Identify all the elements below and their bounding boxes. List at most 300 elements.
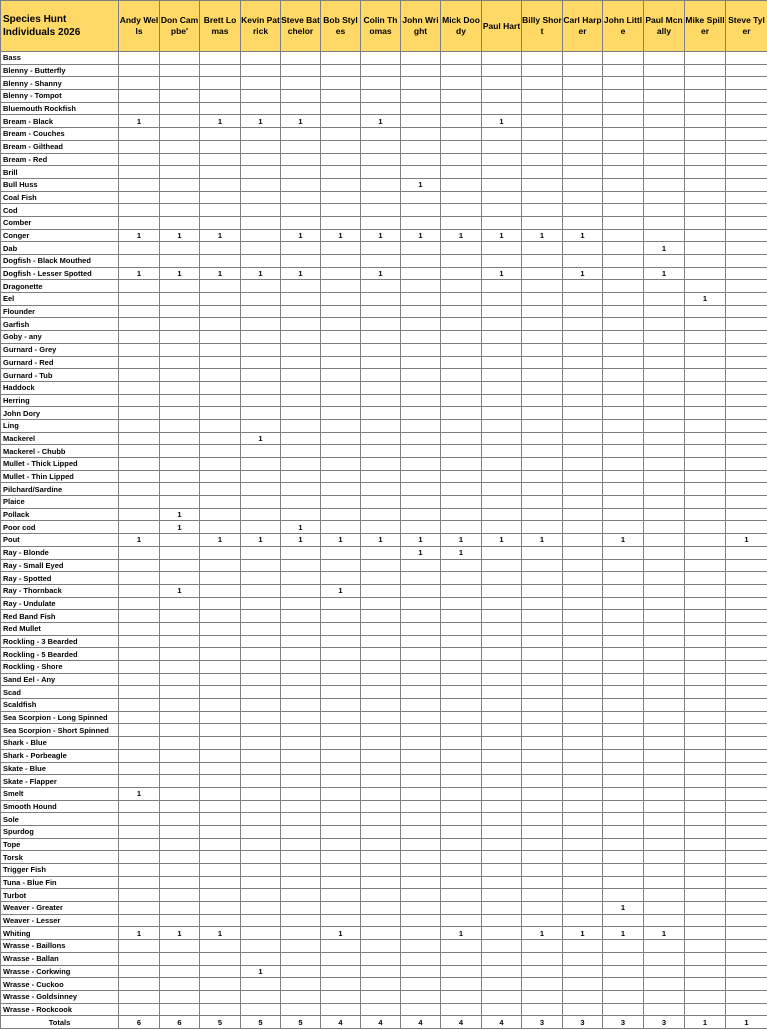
catch-cell — [726, 521, 767, 534]
table-row — [1, 153, 767, 166]
catch-cell — [281, 889, 321, 902]
catch-cell — [441, 635, 482, 648]
catch-cell — [200, 496, 241, 509]
catch-cell — [361, 343, 401, 356]
catch-cell — [119, 280, 160, 293]
catch-cell — [726, 800, 767, 813]
catch-cell — [321, 153, 361, 166]
catch-cell — [522, 838, 563, 851]
table-row — [1, 255, 767, 268]
catch-cell — [200, 318, 241, 331]
catch-cell — [482, 597, 522, 610]
catch-cell — [241, 166, 281, 179]
catch-cell — [401, 965, 441, 978]
table-row — [1, 813, 767, 826]
catch-cell — [361, 876, 401, 889]
catch-cell — [401, 496, 441, 509]
catch-cell — [119, 305, 160, 318]
catch-cell — [726, 940, 767, 953]
catch-cell — [563, 90, 603, 103]
table-row — [1, 749, 767, 762]
catch-cell — [685, 851, 726, 864]
catch-cell — [482, 622, 522, 635]
catch-cell — [321, 369, 361, 382]
catch-cell — [321, 419, 361, 432]
catch-cell — [160, 838, 200, 851]
catch-cell: 1 — [200, 115, 241, 128]
catch-cell — [281, 140, 321, 153]
catch-cell — [200, 432, 241, 445]
catch-cell: 1 — [119, 927, 160, 940]
species-name: Shark - Porbeagle — [1, 749, 119, 762]
catch-cell — [160, 813, 200, 826]
catch-cell — [321, 559, 361, 572]
catch-cell — [563, 178, 603, 191]
catch-cell — [522, 902, 563, 915]
catch-cell — [603, 191, 644, 204]
catch-cell — [200, 331, 241, 344]
catch-cell — [522, 407, 563, 420]
catch-cell — [200, 661, 241, 674]
catch-cell — [685, 940, 726, 953]
catch-cell — [522, 305, 563, 318]
catch-cell — [522, 255, 563, 268]
catch-cell — [482, 318, 522, 331]
table-row — [1, 889, 767, 902]
catch-cell — [160, 635, 200, 648]
catch-cell — [281, 978, 321, 991]
catch-cell — [603, 153, 644, 166]
catch-cell — [361, 546, 401, 559]
catch-cell — [200, 483, 241, 496]
catch-cell — [522, 432, 563, 445]
table-row — [1, 470, 767, 483]
angler-header: Steve Batchelor — [281, 1, 321, 52]
catch-cell — [241, 927, 281, 940]
catch-cell — [200, 394, 241, 407]
catch-cell — [522, 508, 563, 521]
catch-cell — [281, 787, 321, 800]
catch-cell — [563, 800, 603, 813]
catch-cell — [200, 470, 241, 483]
table-row — [1, 825, 767, 838]
catch-cell — [119, 64, 160, 77]
catch-cell — [441, 293, 482, 306]
species-name: Rockling - 3 Bearded — [1, 635, 119, 648]
catch-cell — [281, 52, 321, 65]
catch-cell: 1 — [482, 534, 522, 547]
species-name: Skate - Flapper — [1, 775, 119, 788]
catch-cell — [644, 356, 685, 369]
catch-cell — [160, 952, 200, 965]
catch-cell — [401, 216, 441, 229]
catch-cell — [281, 775, 321, 788]
catch-cell — [119, 724, 160, 737]
catch-cell — [160, 965, 200, 978]
table-row — [1, 597, 767, 610]
catch-cell: 1 — [563, 267, 603, 280]
catch-cell — [200, 407, 241, 420]
catch-cell — [200, 787, 241, 800]
catch-cell — [726, 737, 767, 750]
catch-cell — [441, 965, 482, 978]
catch-cell — [321, 749, 361, 762]
catch-cell — [522, 800, 563, 813]
catch-cell: 1 — [160, 927, 200, 940]
table-row — [1, 52, 767, 65]
catch-cell — [200, 876, 241, 889]
catch-cell — [563, 686, 603, 699]
catch-cell — [441, 483, 482, 496]
table-row — [1, 419, 767, 432]
angler-header: Paul Mcnally — [644, 1, 685, 52]
catch-cell — [119, 648, 160, 661]
catch-cell — [644, 914, 685, 927]
catch-cell — [241, 940, 281, 953]
catch-cell — [603, 305, 644, 318]
catch-cell — [160, 115, 200, 128]
catch-cell — [522, 622, 563, 635]
catch-cell — [361, 432, 401, 445]
table-row — [1, 914, 767, 927]
catch-cell — [644, 737, 685, 750]
catch-cell — [281, 584, 321, 597]
catch-cell — [482, 470, 522, 483]
catch-cell — [603, 648, 644, 661]
catch-cell — [441, 648, 482, 661]
catch-cell — [241, 381, 281, 394]
table-row — [1, 140, 767, 153]
catch-cell — [321, 876, 361, 889]
catch-cell — [482, 77, 522, 90]
catch-cell — [644, 102, 685, 115]
catch-cell — [281, 876, 321, 889]
catch-cell — [119, 978, 160, 991]
catch-cell — [321, 394, 361, 407]
catch-cell — [522, 394, 563, 407]
catch-cell — [281, 952, 321, 965]
catch-cell — [726, 394, 767, 407]
catch-cell — [160, 775, 200, 788]
catch-cell — [241, 737, 281, 750]
angler-header: Billy Short — [522, 1, 563, 52]
catch-cell — [200, 369, 241, 382]
catch-cell — [241, 64, 281, 77]
catch-cell — [482, 978, 522, 991]
table-row — [1, 572, 767, 585]
catch-cell — [241, 914, 281, 927]
catch-cell — [603, 178, 644, 191]
species-name: Shark - Blue — [1, 737, 119, 750]
catch-cell — [160, 546, 200, 559]
catch-cell — [119, 673, 160, 686]
catch-cell — [241, 686, 281, 699]
catch-cell — [321, 978, 361, 991]
species-name: Dragonette — [1, 280, 119, 293]
catch-cell — [200, 990, 241, 1003]
catch-cell — [441, 216, 482, 229]
catch-cell — [563, 978, 603, 991]
catch-cell: 1 — [441, 546, 482, 559]
catch-cell — [563, 787, 603, 800]
species-name: Goby - any — [1, 331, 119, 344]
catch-cell — [644, 902, 685, 915]
catch-cell — [522, 318, 563, 331]
catch-cell — [241, 775, 281, 788]
catch-cell — [241, 445, 281, 458]
catch-cell — [441, 572, 482, 585]
catch-cell — [603, 622, 644, 635]
catch-cell — [603, 673, 644, 686]
catch-cell — [563, 813, 603, 826]
catch-cell — [241, 711, 281, 724]
catch-cell — [726, 445, 767, 458]
catch-cell — [160, 369, 200, 382]
total-cell: 4 — [321, 1016, 361, 1029]
catch-cell — [685, 673, 726, 686]
catch-cell — [441, 749, 482, 762]
species-name: Dab — [1, 242, 119, 255]
catch-cell — [401, 990, 441, 1003]
catch-cell — [200, 458, 241, 471]
catch-cell — [160, 597, 200, 610]
catch-cell — [160, 394, 200, 407]
catch-cell — [441, 800, 482, 813]
catch-cell — [401, 572, 441, 585]
catch-cell — [321, 902, 361, 915]
catch-cell — [726, 825, 767, 838]
catch-cell — [160, 166, 200, 179]
catch-cell — [241, 508, 281, 521]
catch-cell — [401, 597, 441, 610]
catch-cell — [644, 369, 685, 382]
catch-cell: 1 — [563, 927, 603, 940]
catch-cell — [401, 851, 441, 864]
catch-cell — [726, 153, 767, 166]
catch-cell — [200, 622, 241, 635]
catch-cell — [241, 483, 281, 496]
catch-cell — [603, 559, 644, 572]
catch-cell — [281, 914, 321, 927]
species-name: Gurnard - Grey — [1, 343, 119, 356]
catch-cell — [401, 356, 441, 369]
catch-cell — [281, 496, 321, 509]
catch-cell — [361, 914, 401, 927]
catch-cell — [603, 166, 644, 179]
catch-cell — [482, 762, 522, 775]
catch-cell — [441, 661, 482, 674]
catch-cell — [441, 508, 482, 521]
catch-cell — [603, 369, 644, 382]
catch-cell — [321, 166, 361, 179]
catch-cell — [522, 178, 563, 191]
catch-cell — [200, 191, 241, 204]
catch-cell — [563, 952, 603, 965]
catch-cell — [685, 813, 726, 826]
catch-cell — [603, 229, 644, 242]
catch-cell — [160, 280, 200, 293]
catch-cell — [603, 64, 644, 77]
catch-cell — [522, 775, 563, 788]
catch-cell — [281, 458, 321, 471]
angler-header: Mike Spiller — [685, 1, 726, 52]
catch-cell — [281, 64, 321, 77]
table-row — [1, 115, 767, 128]
catch-cell — [441, 166, 482, 179]
catch-cell: 1 — [321, 584, 361, 597]
catch-cell — [119, 255, 160, 268]
catch-cell — [401, 242, 441, 255]
catch-cell — [441, 622, 482, 635]
catch-cell — [522, 813, 563, 826]
catch-cell — [160, 851, 200, 864]
catch-cell — [441, 521, 482, 534]
catch-cell — [119, 204, 160, 217]
catch-cell — [119, 940, 160, 953]
catch-cell — [321, 635, 361, 648]
catch-cell — [563, 496, 603, 509]
catch-cell — [603, 216, 644, 229]
catch-cell — [644, 331, 685, 344]
catch-cell — [726, 255, 767, 268]
angler-header: Don Campbe' — [160, 1, 200, 52]
catch-cell — [321, 724, 361, 737]
catch-cell — [160, 445, 200, 458]
catch-cell — [441, 914, 482, 927]
catch-cell — [726, 204, 767, 217]
catch-cell — [119, 864, 160, 877]
catch-cell — [563, 318, 603, 331]
catch-cell — [401, 445, 441, 458]
catch-cell — [241, 343, 281, 356]
catch-cell — [119, 508, 160, 521]
table-row — [1, 77, 767, 90]
catch-cell — [644, 864, 685, 877]
catch-cell — [160, 978, 200, 991]
table-title: Species Hunt Individuals 2026 — [1, 1, 119, 52]
species-name: Poor cod — [1, 521, 119, 534]
catch-cell — [321, 496, 361, 509]
catch-cell — [241, 318, 281, 331]
catch-cell — [119, 102, 160, 115]
catch-cell — [644, 572, 685, 585]
angler-header: Mick Doody — [441, 1, 482, 52]
catch-cell — [401, 432, 441, 445]
catch-cell: 1 — [160, 229, 200, 242]
catch-cell — [119, 572, 160, 585]
catch-cell — [563, 648, 603, 661]
species-name: Spurdog — [1, 825, 119, 838]
catch-cell — [361, 508, 401, 521]
catch-cell — [401, 521, 441, 534]
catch-cell — [482, 927, 522, 940]
catch-cell — [441, 280, 482, 293]
catch-cell — [644, 661, 685, 674]
table-row — [1, 369, 767, 382]
catch-cell — [603, 204, 644, 217]
species-name: Bream - Gilthead — [1, 140, 119, 153]
species-name: Skate - Blue — [1, 762, 119, 775]
species-name: Ling — [1, 419, 119, 432]
catch-cell — [241, 52, 281, 65]
catch-cell — [726, 77, 767, 90]
catch-cell — [200, 737, 241, 750]
catch-cell — [321, 965, 361, 978]
catch-cell — [119, 952, 160, 965]
catch-cell — [401, 661, 441, 674]
catch-cell — [401, 204, 441, 217]
catch-cell — [441, 787, 482, 800]
catch-cell — [685, 255, 726, 268]
catch-cell — [603, 432, 644, 445]
species-name: Wrasse - Cuckoo — [1, 978, 119, 991]
catch-cell — [160, 825, 200, 838]
catch-cell — [241, 584, 281, 597]
catch-cell — [644, 432, 685, 445]
catch-cell — [685, 699, 726, 712]
catch-cell — [441, 559, 482, 572]
catch-cell — [321, 699, 361, 712]
angler-header: Bob Styles — [321, 1, 361, 52]
catch-cell — [361, 191, 401, 204]
catch-cell — [281, 762, 321, 775]
species-name: Sole — [1, 813, 119, 826]
catch-cell: 1 — [281, 229, 321, 242]
catch-cell: 1 — [241, 534, 281, 547]
catch-cell — [644, 140, 685, 153]
catch-cell — [726, 305, 767, 318]
catch-cell — [119, 838, 160, 851]
catch-cell — [644, 77, 685, 90]
catch-cell — [482, 128, 522, 141]
catch-cell — [563, 508, 603, 521]
catch-cell — [482, 864, 522, 877]
catch-cell — [644, 559, 685, 572]
catch-cell — [441, 52, 482, 65]
catch-cell — [401, 191, 441, 204]
catch-cell — [241, 521, 281, 534]
catch-cell — [441, 128, 482, 141]
catch-cell — [119, 331, 160, 344]
catch-cell — [200, 775, 241, 788]
catch-cell — [563, 191, 603, 204]
catch-cell — [321, 432, 361, 445]
catch-cell — [200, 597, 241, 610]
catch-cell — [401, 102, 441, 115]
catch-cell — [522, 559, 563, 572]
species-name: Weaver - Greater — [1, 902, 119, 915]
catch-cell — [401, 699, 441, 712]
catch-cell — [321, 813, 361, 826]
catch-cell — [241, 153, 281, 166]
catch-cell — [160, 990, 200, 1003]
catch-cell: 1 — [522, 229, 563, 242]
catch-cell — [685, 864, 726, 877]
species-name: Smelt — [1, 787, 119, 800]
catch-cell — [482, 343, 522, 356]
catch-cell — [361, 255, 401, 268]
catch-cell — [241, 178, 281, 191]
catch-cell — [241, 293, 281, 306]
catch-cell — [482, 204, 522, 217]
catch-cell — [200, 280, 241, 293]
species-name: Bream - Black — [1, 115, 119, 128]
catch-cell — [522, 889, 563, 902]
catch-cell — [644, 597, 685, 610]
angler-header: John Little — [603, 1, 644, 52]
catch-cell — [401, 914, 441, 927]
species-name: Wrasse - Rockcook — [1, 1003, 119, 1016]
